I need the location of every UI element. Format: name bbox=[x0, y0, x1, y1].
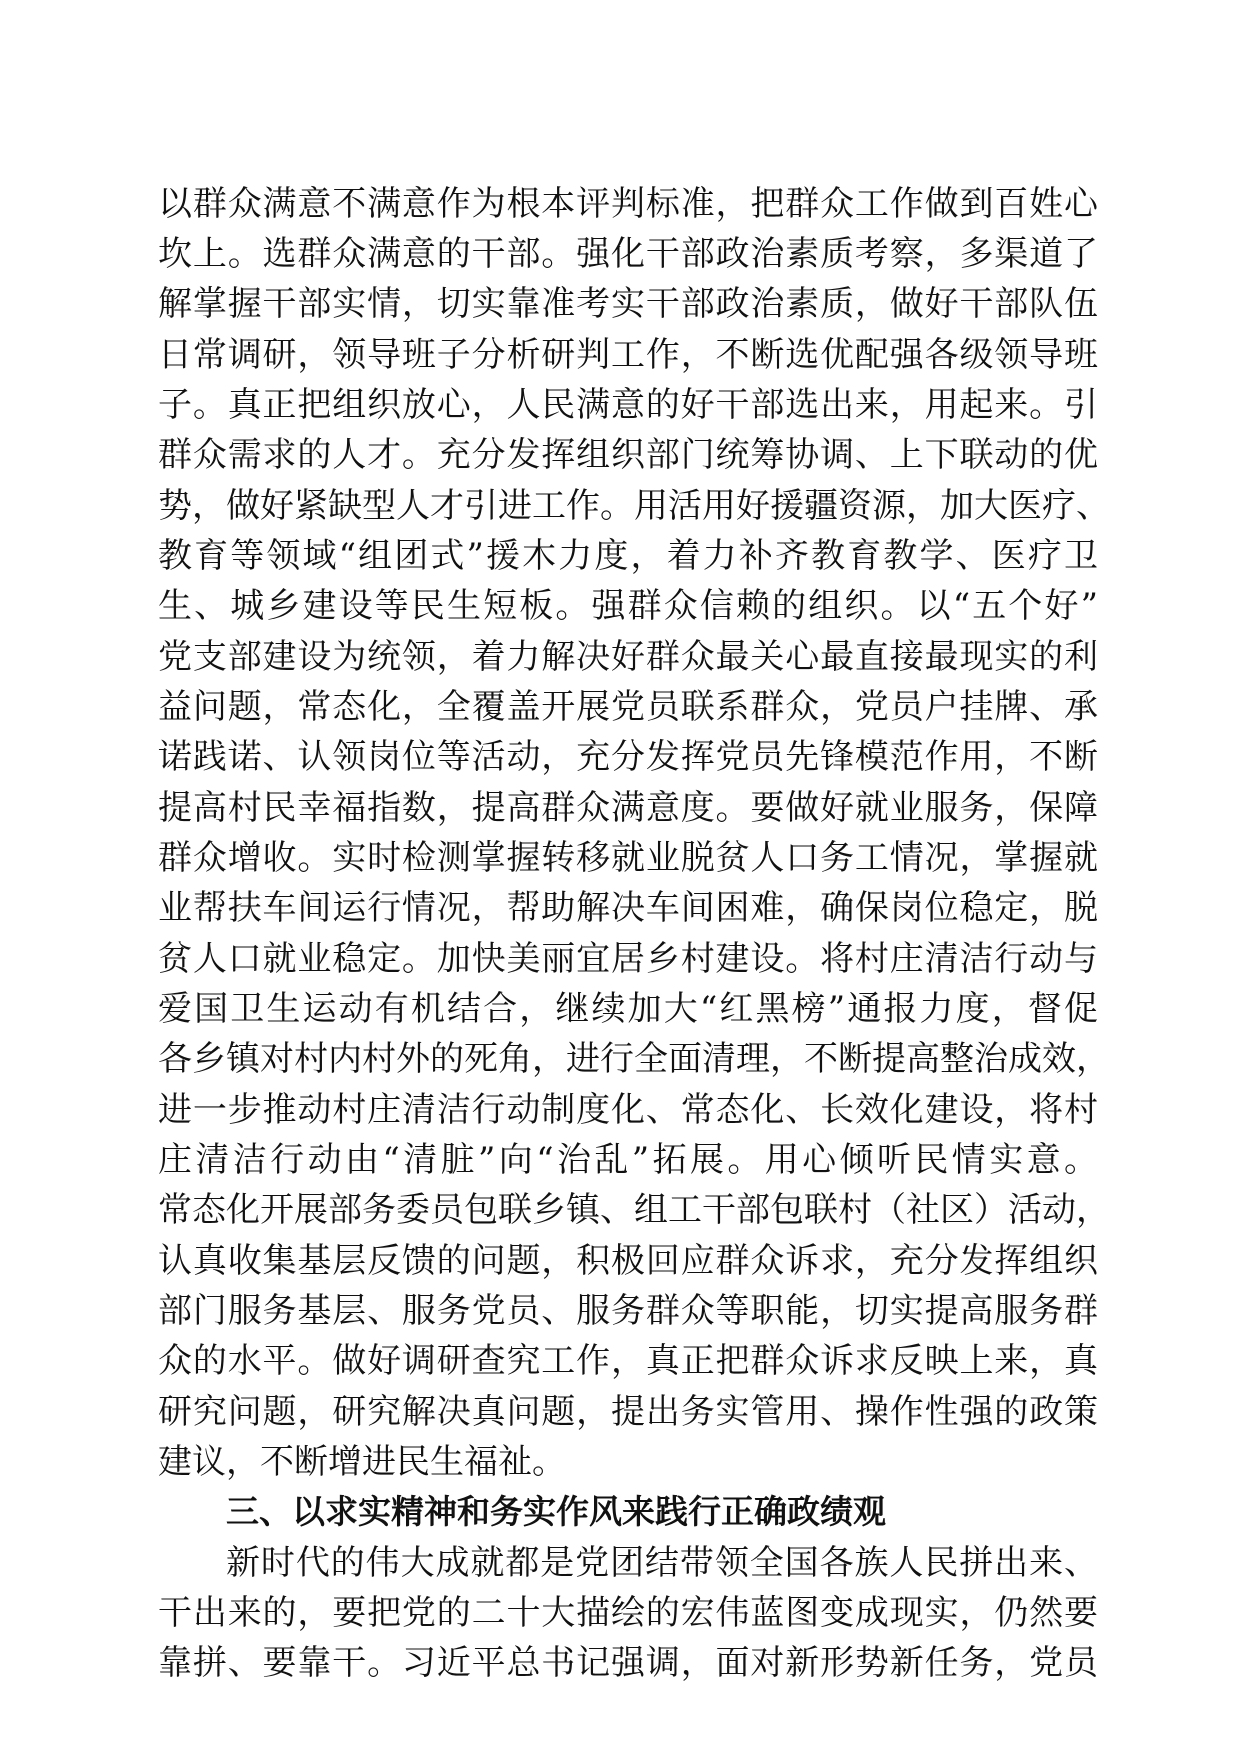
body-line: 解掌握干部实情，切实靠准考实干部政治素质，做好干部队伍 bbox=[158, 284, 1098, 324]
body-line: 日常调研，领导班子分析研判工作，不断选优配强各级领导班 bbox=[158, 335, 1098, 375]
section-heading: 三、以求实精神和务实作风来践行正确政绩观 bbox=[226, 1492, 886, 1531]
body-line: 子。真正把组织放心，人民满意的好干部选出来，用起来。引 bbox=[158, 385, 1098, 425]
body-line: 业帮扶车间运行情况，帮助解决车间困难，确保岗位稳定，脱 bbox=[158, 888, 1098, 928]
body-line: 常态化开展部务委员包联乡镇、组工干部包联村（社区）活动， bbox=[158, 1190, 1110, 1230]
body-line: 爱国卫生运动有机结合，继续加大“红黑榜”通报力度，督促 bbox=[158, 989, 1098, 1029]
body-line: 教育等领域“组团式”援木力度，着力补齐教育教学、医疗卫 bbox=[158, 536, 1098, 576]
body-line: 庄清洁行动由“清脏”向“治乱”拓展。用心倾听民情实意。 bbox=[158, 1140, 1098, 1180]
body-line: 势，做好紧缺型人才引进工作。用活用好援疆资源，加大医疗、 bbox=[158, 486, 1110, 526]
body-line: 益问题，常态化，全覆盖开展党员联系群众，党员户挂牌、承 bbox=[158, 687, 1098, 727]
section-line: 干出来的，要把党的二十大描绘的宏伟蓝图变成现实，仍然要 bbox=[158, 1593, 1098, 1633]
body-line: 群众增收。实时检测掌握转移就业脱贫人口务工情况，掌握就 bbox=[158, 838, 1098, 878]
body-line: 以群众满意不满意作为根本评判标准，把群众工作做到百姓心 bbox=[158, 184, 1098, 224]
body-line-last: 建议，不断增进民生福祉。 bbox=[158, 1442, 566, 1482]
section-line-indented: 新时代的伟大成就都是党团结带领全国各族人民拼出来、 bbox=[226, 1543, 1098, 1583]
body-line: 提高村民幸福指数，提高群众满意度。要做好就业服务，保障 bbox=[158, 788, 1098, 828]
body-line: 研究问题，研究解决真问题，提出务实管用、操作性强的政策 bbox=[158, 1392, 1098, 1432]
body-line: 群众需求的人才。充分发挥组织部门统筹协调、上下联动的优 bbox=[158, 435, 1098, 475]
body-line: 认真收集基层反馈的问题，积极回应群众诉求，充分发挥组织 bbox=[158, 1241, 1098, 1281]
body-line: 各乡镇对村内村外的死角，进行全面清理，不断提高整治成效， bbox=[158, 1039, 1110, 1079]
body-line: 生、城乡建设等民生短板。强群众信赖的组织。以“五个好” bbox=[158, 586, 1098, 626]
body-line: 坎上。选群众满意的干部。强化干部政治素质考察，多渠道了 bbox=[158, 234, 1098, 274]
body-line: 众的水平。做好调研查究工作，真正把群众诉求反映上来，真 bbox=[158, 1341, 1098, 1381]
body-line: 诺践诺、认领岗位等活动，充分发挥党员先锋模范作用，不断 bbox=[158, 737, 1098, 777]
body-line: 贫人口就业稳定。加快美丽宜居乡村建设。将村庄清洁行动与 bbox=[158, 939, 1098, 979]
body-line: 部门服务基层、服务党员、服务群众等职能，切实提高服务群 bbox=[158, 1291, 1098, 1331]
section-line: 靠拼、要靠干。习近平总书记强调，面对新形势新任务，党员 bbox=[158, 1643, 1098, 1683]
body-line: 党支部建设为统领，着力解决好群众最关心最直接最现实的利 bbox=[158, 637, 1098, 677]
body-line: 进一步推动村庄清洁行动制度化、常态化、长效化建设，将村 bbox=[158, 1090, 1098, 1130]
